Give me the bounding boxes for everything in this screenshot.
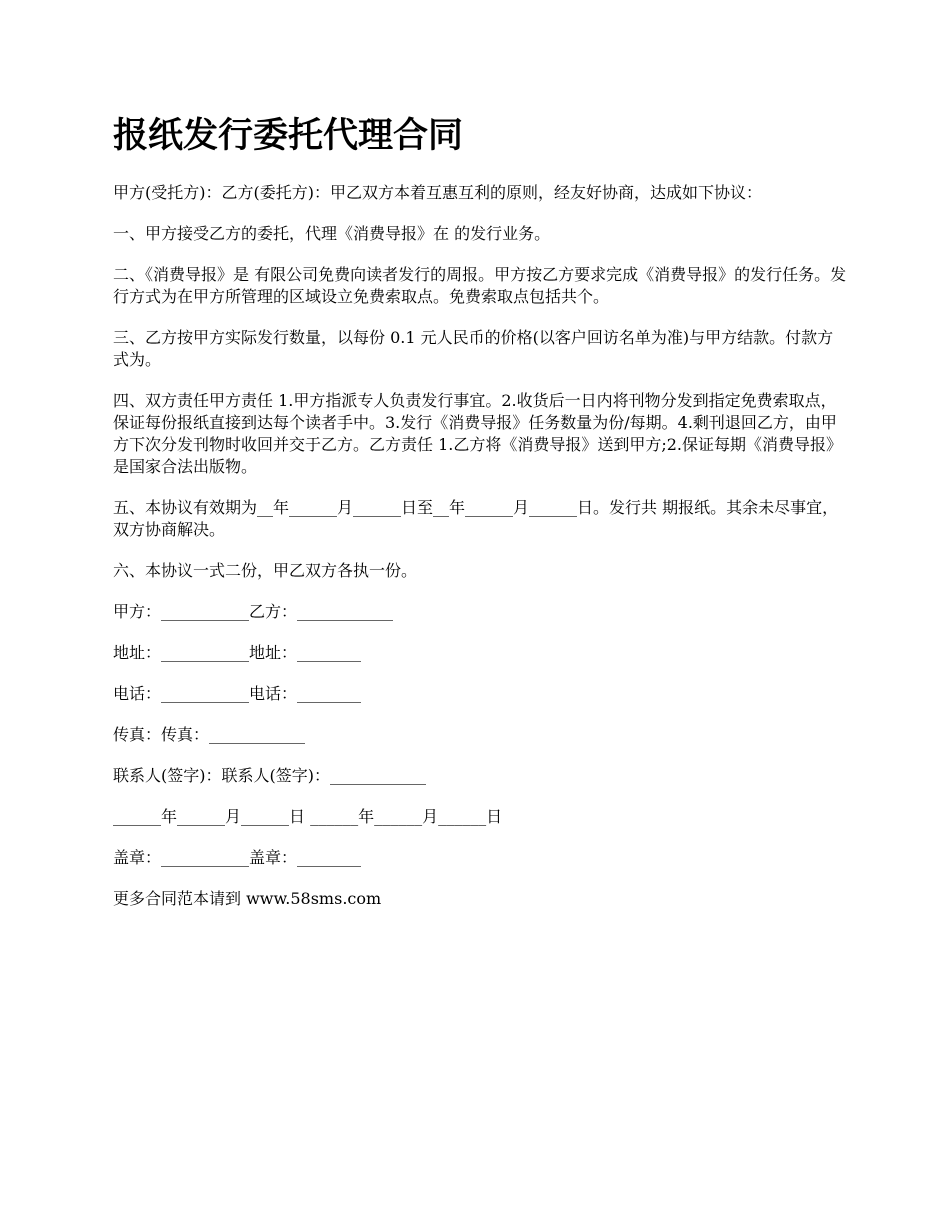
document-title: 报纸发行委托代理合同 — [113, 116, 464, 156]
clause-3: 三、乙方按甲方实际发行数量，以每份 0.1 元人民币的价格(以客户回访名单为准)与甲方结款。付款方式为。 — [113, 328, 834, 369]
clause-5: 五、本协议有效期为__年______月______日至__年______月______日。发行共 期报纸。其余未尽事宜，双方协商解决。 — [113, 498, 839, 539]
contract-document — [113, 110, 848, 929]
signature-seal-line: 盖章：___________盖章：________ — [113, 848, 362, 867]
clause-1: 一、甲方接受乙方的委托，代理《消费导报》在 的发行业务。 — [113, 224, 551, 243]
signature-fax-line: 传真：传真：____________ — [113, 725, 306, 744]
clause-6: 六、本协议一式二份，甲乙双方各执一份。 — [113, 561, 418, 580]
intro-paragraph: 甲方(受托方)：乙方(委托方)：甲乙双方本着互惠互利的原则，经友好协商，达成如下协议： — [113, 183, 762, 202]
signature-phone-line: 电话：___________电话：________ — [113, 684, 362, 703]
signature-party-line: 甲方：___________乙方：____________ — [113, 602, 394, 621]
clause-2: 二、《消费导报》是 有限公司免费向读者发行的周报。甲方按乙方要求完成《消费导报》的发行任务。发行方式为在甲方所管理的区域设立免费索取点。免费索取点包括共个。 — [113, 265, 847, 306]
footer-link-text: 更多合同范本请到 www.58sms.com — [113, 889, 382, 908]
signature-address-line: 地址：___________地址：________ — [113, 643, 362, 662]
clause-4: 四、双方责任甲方责任 1.甲方指派专人负责发行事宜。2.收货后一日内将刊物分发到指定免费索取点，保证每份报纸直接到达每个读者手中。3.发行《消费导报》任务数量为份/每期。4.剩刊退回乙方，由甲方下次分发刊物时收回并交于乙方。乙方责任 1.乙方将《消费导报》送到甲方;2.保证每期《消费导报》是国家合法出版物。 — [113, 391, 843, 476]
signature-date-line: ______年______月______日 ______年______月______日 — [113, 807, 503, 826]
signature-contact-line: 联系人(签字)：联系人(签字)：____________ — [113, 766, 426, 785]
